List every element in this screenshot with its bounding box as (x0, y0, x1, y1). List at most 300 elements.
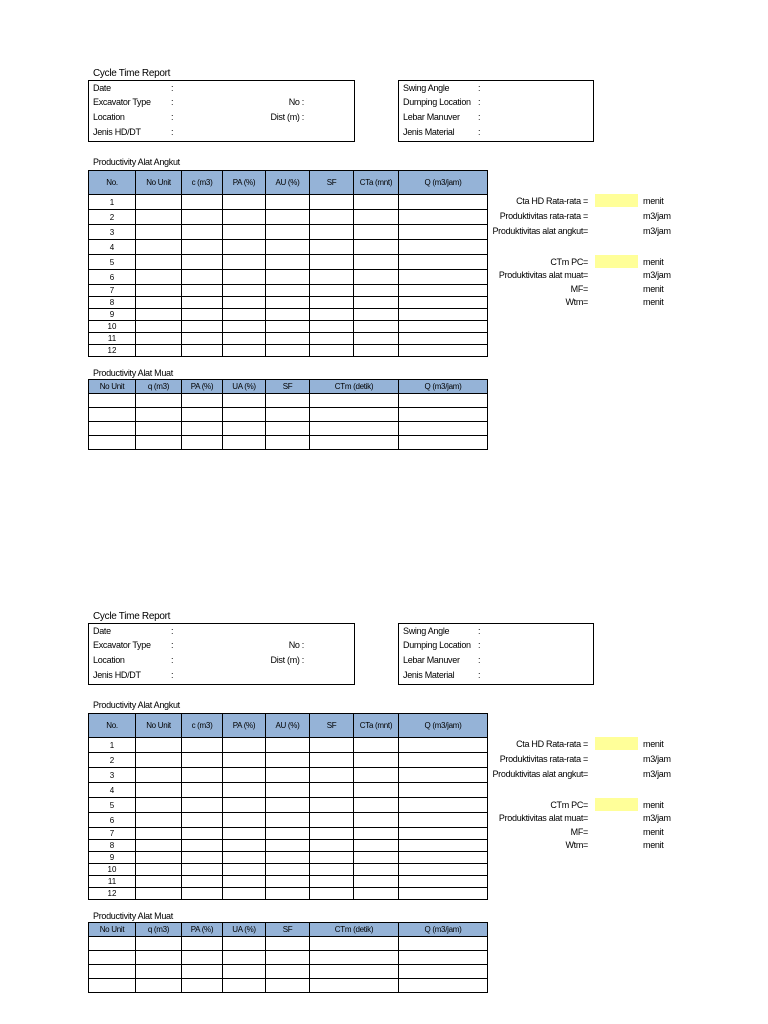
angkut-cell[interactable] (266, 309, 310, 321)
field-excavator-type-colon: : (171, 97, 174, 107)
muat-cell[interactable] (223, 965, 266, 979)
angkut-cell[interactable] (223, 753, 266, 768)
angkut-cell[interactable] (182, 297, 223, 309)
field-jenis-material-colon: : (478, 127, 481, 137)
angkut-cell[interactable] (266, 333, 310, 345)
angkut-cell[interactable] (182, 333, 223, 345)
angkut-cell[interactable] (182, 321, 223, 333)
summary-label: Produktivitas alat angkut= (492, 769, 588, 779)
muat-cell[interactable] (223, 951, 266, 965)
angkut-cell[interactable] (354, 783, 399, 798)
muat-cell[interactable] (89, 965, 136, 979)
angkut-cell[interactable] (310, 864, 354, 876)
angkut-cell[interactable] (136, 225, 182, 240)
angkut-row-number: 9 (89, 309, 136, 321)
angkut-cell[interactable] (354, 828, 399, 840)
field-location-label: Location (93, 112, 125, 122)
muat-cell[interactable] (310, 422, 399, 436)
ctm-pc-value-cell[interactable] (595, 255, 638, 268)
field-excavator-type-colon: : (171, 640, 174, 650)
angkut-table-row (89, 255, 488, 270)
field-location-label: Location (93, 655, 125, 665)
angkut-cell[interactable] (223, 840, 266, 852)
muat-table-title: Productivity Alat Muat (93, 911, 173, 921)
angkut-cell[interactable] (310, 876, 354, 888)
angkut-cell[interactable] (223, 195, 266, 210)
angkut-cell[interactable] (266, 828, 310, 840)
angkut-cell[interactable] (182, 783, 223, 798)
angkut-col-header: No. (89, 171, 136, 195)
angkut-cell[interactable] (136, 783, 182, 798)
ctm-pc-value-cell[interactable] (595, 798, 638, 811)
angkut-col-header: No. (89, 714, 136, 738)
muat-cell[interactable] (136, 951, 182, 965)
muat-cell[interactable] (266, 951, 310, 965)
muat-col-header: No Unit (89, 380, 136, 394)
angkut-cell[interactable] (354, 297, 399, 309)
angkut-cell[interactable] (136, 210, 182, 225)
angkut-cell[interactable] (136, 255, 182, 270)
angkut-cell[interactable] (266, 840, 310, 852)
muat-cell[interactable] (223, 937, 266, 951)
summary-label: Cta HD Rata-rata = (516, 739, 588, 749)
angkut-table-row (89, 840, 488, 852)
angkut-cell[interactable] (310, 738, 354, 753)
muat-table-row (89, 979, 488, 993)
angkut-cell[interactable] (310, 210, 354, 225)
angkut-cell[interactable] (399, 876, 488, 888)
angkut-cell[interactable] (136, 321, 182, 333)
angkut-cell[interactable] (266, 297, 310, 309)
muat-cell[interactable] (89, 394, 136, 408)
angkut-row-number: 3 (89, 768, 136, 783)
angkut-cell[interactable] (310, 828, 354, 840)
muat-cell[interactable] (223, 408, 266, 422)
angkut-cell[interactable] (223, 768, 266, 783)
angkut-cell[interactable] (310, 321, 354, 333)
angkut-cell[interactable] (266, 210, 310, 225)
angkut-table-row (89, 240, 488, 255)
muat-cell[interactable] (310, 436, 399, 450)
angkut-cell[interactable] (136, 852, 182, 864)
muat-cell[interactable] (266, 937, 310, 951)
muat-cell[interactable] (399, 951, 488, 965)
angkut-cell[interactable] (266, 783, 310, 798)
summary-unit: menit (643, 196, 664, 206)
cta-hd-value-cell[interactable] (595, 194, 638, 207)
angkut-table-row (89, 813, 488, 828)
angkut-table-row (89, 225, 488, 240)
angkut-col-header: AU (%) (266, 171, 310, 195)
angkut-cell[interactable] (223, 333, 266, 345)
angkut-table-row (89, 798, 488, 813)
angkut-cell[interactable] (182, 768, 223, 783)
field-jenis-material-label: Jenis Material (403, 670, 455, 680)
angkut-cell[interactable] (266, 798, 310, 813)
muat-cell[interactable] (182, 951, 223, 965)
field-lebar-manuver-label: Lebar Manuver (403, 655, 460, 665)
angkut-cell[interactable] (136, 798, 182, 813)
summary-label: CTm PC= (550, 257, 588, 267)
angkut-cell[interactable] (136, 297, 182, 309)
angkut-cell[interactable] (136, 828, 182, 840)
angkut-cell[interactable] (136, 813, 182, 828)
muat-table-row (89, 422, 488, 436)
field-lebar-manuver-label: Lebar Manuver (403, 112, 460, 122)
angkut-cell[interactable] (223, 270, 266, 285)
angkut-cell[interactable] (399, 309, 488, 321)
angkut-table-row (89, 210, 488, 225)
angkut-cell[interactable] (354, 333, 399, 345)
field-swing-angle-colon: : (478, 83, 481, 93)
angkut-table-row (89, 285, 488, 297)
muat-cell[interactable] (266, 979, 310, 993)
muat-col-header: PA (%) (182, 923, 223, 937)
angkut-cell[interactable] (354, 840, 399, 852)
muat-cell[interactable] (182, 937, 223, 951)
muat-cell[interactable] (310, 965, 399, 979)
muat-cell[interactable] (223, 436, 266, 450)
muat-cell[interactable] (182, 422, 223, 436)
angkut-cell[interactable] (223, 798, 266, 813)
muat-cell[interactable] (182, 965, 223, 979)
angkut-cell[interactable] (182, 195, 223, 210)
muat-cell[interactable] (266, 394, 310, 408)
angkut-cell[interactable] (266, 225, 310, 240)
angkut-col-header: No Unit (136, 171, 182, 195)
angkut-cell[interactable] (310, 255, 354, 270)
angkut-cell[interactable] (310, 297, 354, 309)
angkut-cell[interactable] (136, 753, 182, 768)
angkut-cell[interactable] (182, 798, 223, 813)
angkut-cell[interactable] (182, 255, 223, 270)
muat-cell[interactable] (136, 408, 182, 422)
muat-col-header: No Unit (89, 923, 136, 937)
angkut-col-header: Q (m3/jam) (399, 714, 488, 738)
angkut-cell[interactable] (266, 285, 310, 297)
field-date-label: Date (93, 83, 111, 93)
angkut-cell[interactable] (354, 210, 399, 225)
angkut-row-number: 10 (89, 321, 136, 333)
angkut-cell[interactable] (266, 345, 310, 357)
muat-cell[interactable] (223, 979, 266, 993)
angkut-row-number: 2 (89, 753, 136, 768)
angkut-cell[interactable] (182, 738, 223, 753)
angkut-cell[interactable] (354, 864, 399, 876)
summary-unit: menit (643, 827, 664, 837)
summary-unit: m3/jam (643, 769, 671, 779)
angkut-cell[interactable] (310, 333, 354, 345)
muat-table-row (89, 937, 488, 951)
angkut-cell[interactable] (266, 768, 310, 783)
angkut-cell[interactable] (310, 813, 354, 828)
muat-cell[interactable] (182, 979, 223, 993)
field-date-colon: : (171, 626, 174, 636)
angkut-cell[interactable] (182, 813, 223, 828)
angkut-cell[interactable] (399, 321, 488, 333)
angkut-cell[interactable] (354, 195, 399, 210)
angkut-cell[interactable] (223, 285, 266, 297)
angkut-row-number: 8 (89, 840, 136, 852)
angkut-cell[interactable] (136, 840, 182, 852)
angkut-cell[interactable] (182, 888, 223, 900)
angkut-cell[interactable] (310, 798, 354, 813)
muat-cell[interactable] (136, 937, 182, 951)
field-no-label: No : (288, 97, 304, 107)
angkut-cell[interactable] (182, 828, 223, 840)
angkut-row-number: 12 (89, 888, 136, 900)
field-excavator-type-label: Excavator Type (93, 640, 151, 650)
muat-col-header: q (m3) (136, 380, 182, 394)
field-jenis-material-colon: : (478, 670, 481, 680)
angkut-cell[interactable] (399, 864, 488, 876)
muat-cell[interactable] (310, 394, 399, 408)
muat-cell[interactable] (89, 951, 136, 965)
angkut-cell[interactable] (266, 270, 310, 285)
muat-cell[interactable] (310, 979, 399, 993)
angkut-cell[interactable] (223, 888, 266, 900)
angkut-cell[interactable] (399, 888, 488, 900)
angkut-cell[interactable] (354, 225, 399, 240)
summary-unit: m3/jam (643, 211, 671, 221)
angkut-cell[interactable] (136, 768, 182, 783)
angkut-cell[interactable] (310, 195, 354, 210)
angkut-cell[interactable] (354, 240, 399, 255)
angkut-cell[interactable] (136, 876, 182, 888)
angkut-cell[interactable] (182, 309, 223, 321)
angkut-cell[interactable] (354, 285, 399, 297)
angkut-cell[interactable] (223, 828, 266, 840)
angkut-row-number: 11 (89, 876, 136, 888)
angkut-cell[interactable] (354, 255, 399, 270)
angkut-cell[interactable] (310, 768, 354, 783)
summary-unit: menit (643, 284, 664, 294)
angkut-cell[interactable] (182, 285, 223, 297)
angkut-cell[interactable] (182, 840, 223, 852)
muat-cell[interactable] (399, 436, 488, 450)
angkut-cell[interactable] (354, 345, 399, 357)
angkut-table-row (89, 297, 488, 309)
cta-hd-value-cell[interactable] (595, 737, 638, 750)
angkut-cell[interactable] (182, 240, 223, 255)
muat-cell[interactable] (136, 394, 182, 408)
angkut-cell[interactable] (266, 255, 310, 270)
muat-col-header: PA (%) (182, 380, 223, 394)
muat-cell[interactable] (182, 408, 223, 422)
angkut-row-number: 9 (89, 852, 136, 864)
muat-cell[interactable] (89, 408, 136, 422)
muat-col-header: Q (m3/jam) (399, 923, 488, 937)
angkut-cell[interactable] (223, 297, 266, 309)
angkut-row-number: 1 (89, 738, 136, 753)
angkut-cell[interactable] (223, 876, 266, 888)
angkut-cell[interactable] (223, 321, 266, 333)
angkut-table-row (89, 321, 488, 333)
muat-cell[interactable] (310, 937, 399, 951)
report-section-1 (0, 0, 768, 470)
muat-cell[interactable] (136, 436, 182, 450)
angkut-cell[interactable] (310, 753, 354, 768)
angkut-row-number: 12 (89, 345, 136, 357)
muat-cell[interactable] (399, 979, 488, 993)
angkut-cell[interactable] (354, 309, 399, 321)
angkut-cell[interactable] (182, 225, 223, 240)
angkut-cell[interactable] (354, 738, 399, 753)
muat-cell[interactable] (136, 422, 182, 436)
angkut-col-header: No Unit (136, 714, 182, 738)
angkut-cell[interactable] (136, 888, 182, 900)
angkut-cell[interactable] (136, 864, 182, 876)
summary-label: Produktivitas alat angkut= (492, 226, 588, 236)
angkut-cell[interactable] (310, 225, 354, 240)
muat-cell[interactable] (136, 965, 182, 979)
angkut-cell[interactable] (182, 864, 223, 876)
angkut-row-number: 6 (89, 813, 136, 828)
angkut-table-row (89, 753, 488, 768)
angkut-cell[interactable] (182, 753, 223, 768)
angkut-cell[interactable] (310, 888, 354, 900)
muat-cell[interactable] (182, 394, 223, 408)
angkut-table-title: Productivity Alat Angkut (93, 700, 180, 710)
muat-cell[interactable] (399, 422, 488, 436)
muat-cell[interactable] (89, 979, 136, 993)
angkut-cell[interactable] (223, 225, 266, 240)
angkut-cell[interactable] (399, 783, 488, 798)
muat-cell[interactable] (399, 937, 488, 951)
angkut-cell[interactable] (136, 738, 182, 753)
angkut-cell[interactable] (399, 852, 488, 864)
angkut-col-header: AU (%) (266, 714, 310, 738)
angkut-cell[interactable] (182, 876, 223, 888)
angkut-cell[interactable] (266, 876, 310, 888)
muat-cell[interactable] (266, 436, 310, 450)
angkut-cell[interactable] (310, 840, 354, 852)
angkut-cell[interactable] (223, 738, 266, 753)
field-jenis-hd-colon: : (171, 670, 174, 680)
muat-cell[interactable] (223, 394, 266, 408)
muat-cell[interactable] (182, 436, 223, 450)
muat-table-row (89, 394, 488, 408)
field-location-colon: : (171, 112, 174, 122)
angkut-cell[interactable] (266, 864, 310, 876)
angkut-cell[interactable] (354, 753, 399, 768)
angkut-cell[interactable] (310, 240, 354, 255)
angkut-cell[interactable] (223, 813, 266, 828)
muat-cell[interactable] (266, 422, 310, 436)
summary-label: Produktivitas alat muat= (498, 270, 588, 280)
angkut-cell[interactable] (223, 240, 266, 255)
angkut-cell[interactable] (266, 813, 310, 828)
muat-cell[interactable] (136, 979, 182, 993)
muat-col-header: UA (%) (223, 380, 266, 394)
angkut-cell[interactable] (266, 753, 310, 768)
muat-cell[interactable] (223, 422, 266, 436)
angkut-table-row (89, 888, 488, 900)
angkut-cell[interactable] (182, 852, 223, 864)
angkut-cell[interactable] (399, 333, 488, 345)
angkut-cell[interactable] (310, 285, 354, 297)
angkut-col-header: c (m3) (182, 714, 223, 738)
muat-table-row (89, 408, 488, 422)
angkut-cell[interactable] (182, 345, 223, 357)
angkut-col-header: CTa (mnt) (354, 714, 399, 738)
field-excavator-type-label: Excavator Type (93, 97, 151, 107)
angkut-cell[interactable] (223, 255, 266, 270)
angkut-cell[interactable] (266, 321, 310, 333)
muat-cell[interactable] (310, 408, 399, 422)
summary-label: Produktivitas rata-rata = (499, 754, 588, 764)
muat-cell[interactable] (89, 937, 136, 951)
angkut-cell[interactable] (354, 813, 399, 828)
muat-cell[interactable] (89, 436, 136, 450)
angkut-cell[interactable] (223, 345, 266, 357)
angkut-cell[interactable] (310, 852, 354, 864)
angkut-table-row (89, 768, 488, 783)
muat-col-header: SF (266, 380, 310, 394)
angkut-cell[interactable] (354, 852, 399, 864)
muat-cell[interactable] (266, 965, 310, 979)
angkut-cell[interactable] (310, 270, 354, 285)
muat-table-row (89, 965, 488, 979)
muat-cell[interactable] (89, 422, 136, 436)
angkut-cell[interactable] (136, 195, 182, 210)
angkut-table-title: Productivity Alat Angkut (93, 157, 180, 167)
angkut-cell[interactable] (136, 309, 182, 321)
angkut-cell[interactable] (354, 876, 399, 888)
angkut-cell[interactable] (182, 210, 223, 225)
muat-table (88, 379, 488, 450)
angkut-cell[interactable] (182, 270, 223, 285)
angkut-cell[interactable] (223, 852, 266, 864)
angkut-cell[interactable] (136, 285, 182, 297)
angkut-cell[interactable] (136, 345, 182, 357)
angkut-cell[interactable] (310, 345, 354, 357)
angkut-cell[interactable] (399, 240, 488, 255)
angkut-cell[interactable] (136, 270, 182, 285)
angkut-cell[interactable] (266, 888, 310, 900)
muat-col-header: UA (%) (223, 923, 266, 937)
report-title: Cycle Time Report (93, 68, 171, 79)
angkut-cell[interactable] (223, 210, 266, 225)
angkut-row-number: 2 (89, 210, 136, 225)
angkut-cell[interactable] (136, 333, 182, 345)
field-dist-label: Dist (m) : (270, 112, 304, 122)
angkut-cell[interactable] (354, 888, 399, 900)
muat-cell[interactable] (399, 408, 488, 422)
angkut-cell[interactable] (354, 768, 399, 783)
angkut-cell[interactable] (266, 738, 310, 753)
angkut-cell[interactable] (399, 345, 488, 357)
angkut-cell[interactable] (223, 783, 266, 798)
angkut-cell[interactable] (354, 798, 399, 813)
angkut-cell[interactable] (223, 309, 266, 321)
angkut-cell[interactable] (310, 309, 354, 321)
angkut-cell[interactable] (310, 783, 354, 798)
angkut-cell[interactable] (354, 321, 399, 333)
muat-cell[interactable] (266, 408, 310, 422)
angkut-cell[interactable] (266, 195, 310, 210)
muat-cell[interactable] (399, 394, 488, 408)
muat-cell[interactable] (399, 965, 488, 979)
angkut-cell[interactable] (266, 240, 310, 255)
angkut-col-header: SF (310, 171, 354, 195)
angkut-table-row (89, 309, 488, 321)
angkut-cell[interactable] (354, 270, 399, 285)
muat-cell[interactable] (310, 951, 399, 965)
angkut-cell[interactable] (136, 240, 182, 255)
angkut-cell[interactable] (223, 864, 266, 876)
angkut-cell[interactable] (266, 852, 310, 864)
